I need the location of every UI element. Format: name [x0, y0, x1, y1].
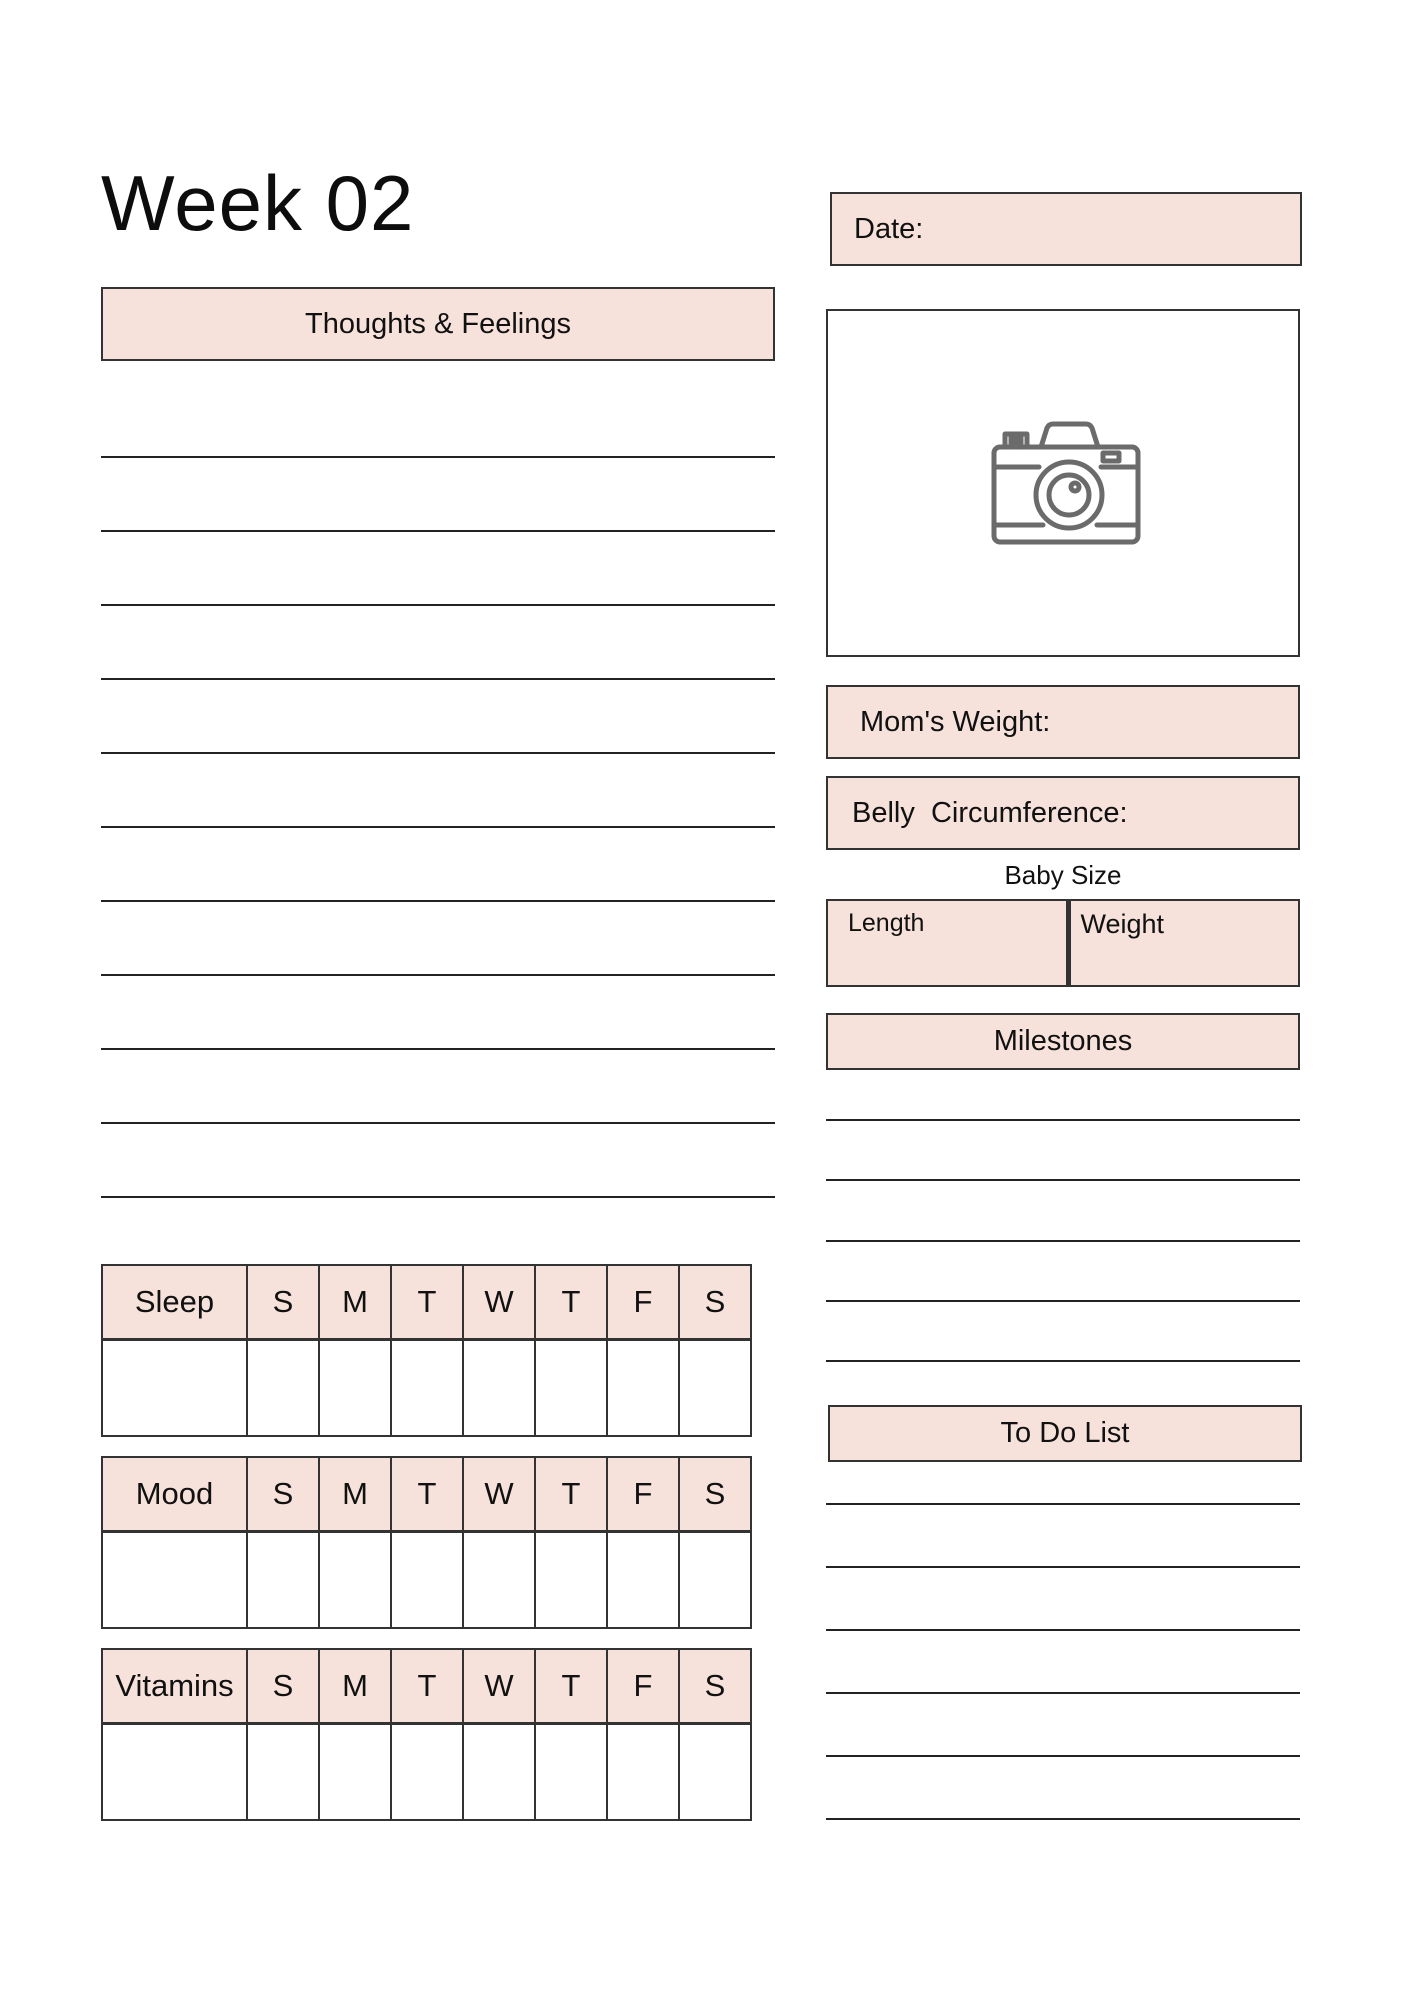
page-title: Week 02: [101, 159, 415, 247]
baby-length-field[interactable]: [826, 899, 1068, 987]
tracker-cell[interactable]: [607, 1340, 679, 1437]
todo-header: [828, 1405, 1302, 1462]
tracker-cell[interactable]: [319, 1532, 391, 1629]
tracker-label: Vitamins: [102, 1649, 247, 1724]
day-header: T: [391, 1649, 463, 1724]
writing-line[interactable]: [826, 1300, 1300, 1302]
todo-line[interactable]: [826, 1755, 1300, 1757]
vitamins-tracker: [101, 1648, 752, 1821]
writing-line[interactable]: [826, 1179, 1300, 1181]
tracker-cell[interactable]: [463, 1532, 535, 1629]
day-header: T: [391, 1265, 463, 1340]
todo-line[interactable]: [826, 1566, 1300, 1568]
tracker-cell[interactable]: [247, 1724, 319, 1821]
tracker-cell[interactable]: [391, 1724, 463, 1821]
day-header: T: [535, 1649, 607, 1724]
belly-circumference-field[interactable]: [826, 776, 1300, 850]
day-header: M: [319, 1649, 391, 1724]
day-header: S: [247, 1265, 319, 1340]
milestones-header: [826, 1013, 1300, 1070]
writing-line[interactable]: [101, 456, 775, 458]
todo-line[interactable]: [826, 1503, 1300, 1505]
tracker-cell[interactable]: [463, 1340, 535, 1437]
tracker-label: Sleep: [102, 1265, 247, 1340]
moms-weight-field[interactable]: [826, 685, 1300, 759]
photo-box[interactable]: [826, 309, 1300, 657]
writing-line[interactable]: [101, 974, 775, 976]
day-header: T: [535, 1457, 607, 1532]
tracker-cell[interactable]: [535, 1340, 607, 1437]
camera-icon: [991, 421, 1141, 545]
tracker-notes-cell[interactable]: [102, 1724, 247, 1821]
day-header: S: [679, 1649, 751, 1724]
day-header: S: [679, 1265, 751, 1340]
tracker-cell[interactable]: [463, 1724, 535, 1821]
tracker-notes-cell[interactable]: [102, 1340, 247, 1437]
tracker-cell[interactable]: [679, 1532, 751, 1629]
tracker-cell[interactable]: [391, 1340, 463, 1437]
day-header: W: [463, 1265, 535, 1340]
day-header: M: [319, 1457, 391, 1532]
tracker-cell[interactable]: [679, 1724, 751, 1821]
moms-weight-label: Mom's Weight:: [860, 705, 1051, 738]
writing-line[interactable]: [101, 826, 775, 828]
date-field[interactable]: [830, 192, 1302, 266]
day-header: F: [607, 1649, 679, 1724]
todo-header-label: To Do List: [1000, 1417, 1130, 1449]
todo-line[interactable]: [826, 1818, 1300, 1820]
day-header: W: [463, 1649, 535, 1724]
tracker-cell[interactable]: [319, 1340, 391, 1437]
day-header: M: [319, 1265, 391, 1340]
baby-weight-field[interactable]: [1068, 899, 1301, 987]
writing-line[interactable]: [101, 1048, 775, 1050]
tracker-cell[interactable]: [391, 1532, 463, 1629]
day-header: F: [607, 1457, 679, 1532]
writing-line[interactable]: [101, 1122, 775, 1124]
mood-tracker: [101, 1456, 752, 1629]
sleep-tracker: [101, 1264, 752, 1437]
thoughts-header: [101, 287, 775, 361]
tracker-cell[interactable]: [607, 1532, 679, 1629]
tracker-cell[interactable]: [535, 1532, 607, 1629]
writing-line[interactable]: [101, 1196, 775, 1198]
writing-line[interactable]: [826, 1360, 1300, 1362]
date-label: Date:: [854, 212, 924, 245]
writing-line[interactable]: [826, 1119, 1300, 1121]
tracker-notes-cell[interactable]: [102, 1532, 247, 1629]
baby-length-label: Length: [848, 909, 925, 937]
day-header: S: [247, 1649, 319, 1724]
tracker-cell[interactable]: [535, 1724, 607, 1821]
milestones-header-label: Milestones: [993, 1025, 1133, 1057]
day-header: F: [607, 1265, 679, 1340]
tracker-cell[interactable]: [247, 1532, 319, 1629]
day-header: W: [463, 1457, 535, 1532]
tracker-cell[interactable]: [319, 1724, 391, 1821]
tracker-label: Mood: [102, 1457, 247, 1532]
writing-line[interactable]: [101, 900, 775, 902]
baby-size-fields: [826, 899, 1300, 987]
writing-line[interactable]: [101, 752, 775, 754]
tracker-cell[interactable]: [607, 1724, 679, 1821]
writing-line[interactable]: [101, 530, 775, 532]
writing-line[interactable]: [101, 678, 775, 680]
todo-line[interactable]: [826, 1629, 1300, 1631]
todo-line[interactable]: [826, 1692, 1300, 1694]
writing-line[interactable]: [826, 1240, 1300, 1242]
belly-circumference-label: Belly Circumference:: [852, 796, 1128, 829]
thoughts-header-label: Thoughts & Feelings: [305, 307, 571, 340]
day-header: T: [535, 1265, 607, 1340]
baby-size-title: Baby Size: [1004, 860, 1122, 890]
tracker-cell[interactable]: [247, 1340, 319, 1437]
day-header: T: [391, 1457, 463, 1532]
tracker-cell[interactable]: [679, 1340, 751, 1437]
writing-line[interactable]: [101, 604, 775, 606]
day-header: S: [247, 1457, 319, 1532]
day-header: S: [679, 1457, 751, 1532]
baby-weight-label: Weight: [1080, 909, 1165, 939]
